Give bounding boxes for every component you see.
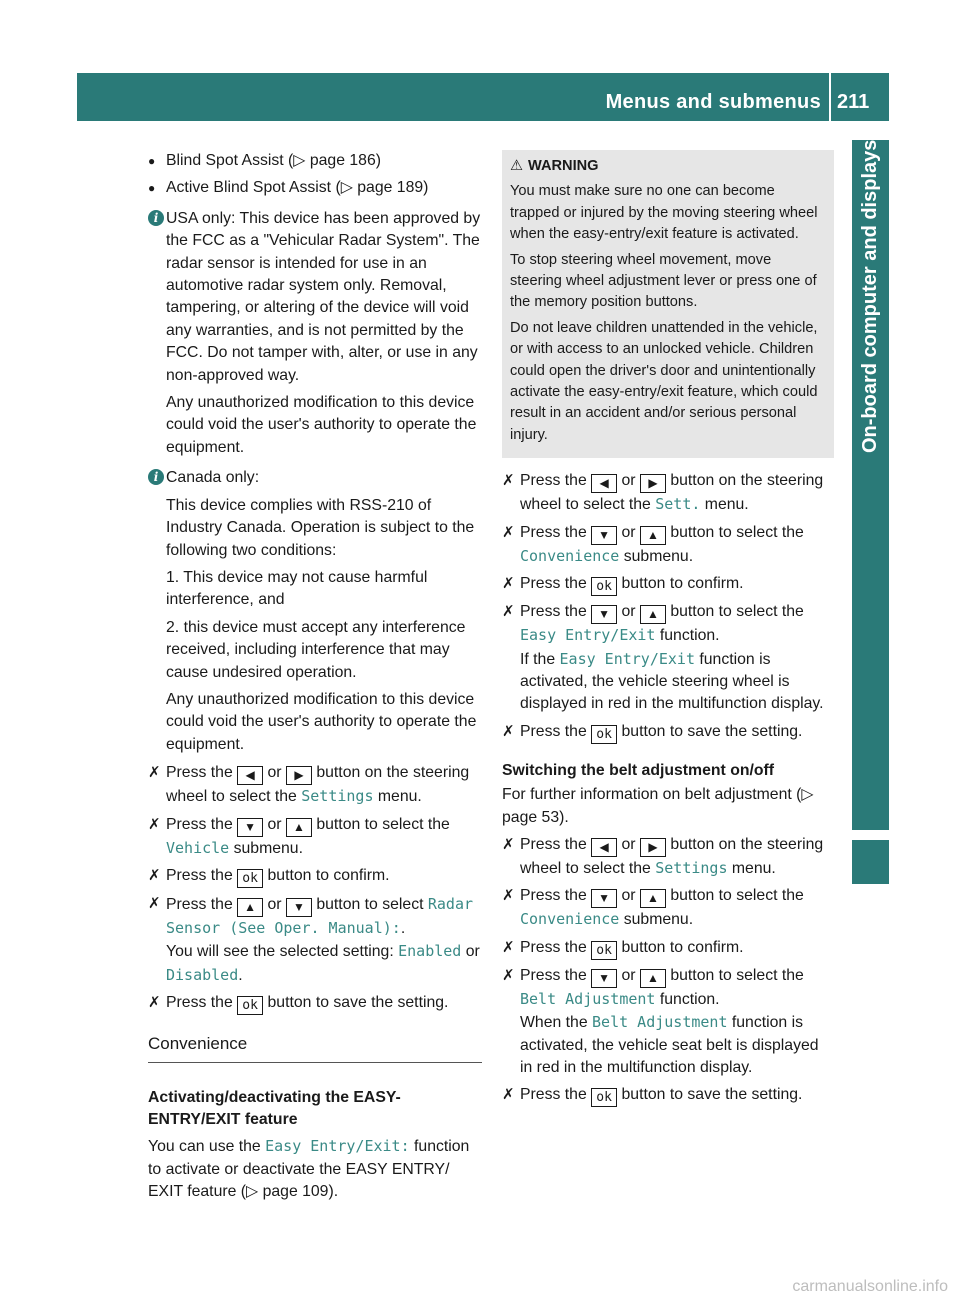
step-arrow-icon: ✗: [148, 894, 161, 912]
up-arrow-key-icon: ▲: [640, 889, 666, 908]
step-arrow-icon: ✗: [502, 722, 515, 740]
instruction-step: ✗ Press the ▼ or ▲ button to select the Belt Adjustment function. When the Belt Adjustment function is activated, the vehicle seat belt is displayed in red in the multifunction display.: [502, 966, 819, 1076]
instruction-step: ✗ Press the ▲ or ▼ button to select Radar Sensor (See Oper. Manual):. You will see the selected setting: Enabled or Disabled.: [148, 894, 480, 984]
watermark: carmanualsonline.info: [792, 1278, 948, 1295]
left-arrow-key-icon: ◀: [591, 474, 617, 493]
bullet-icon: ●: [148, 181, 156, 196]
step-arrow-icon: ✗: [502, 938, 515, 956]
left-arrow-key-icon: ◀: [591, 838, 617, 857]
list-item: [148, 177, 482, 199]
step-arrow-icon: ✗: [502, 575, 515, 593]
page-number: 211: [837, 91, 870, 113]
ok-key-icon: ok: [591, 725, 617, 744]
function-name: Radar Sensor (See Oper. Manual):: [166, 894, 474, 937]
right-arrow-key-icon: ▶: [286, 766, 312, 785]
instruction-step: ✗ Press the ok button to save the setting.: [502, 1086, 803, 1106]
header-divider: [829, 73, 831, 121]
info-text: Any unauthorized modification to this device could void the user's authority to operate the equipment.: [166, 394, 477, 456]
instruction-step: ✗ Press the ▼ or ▲ button to select the Vehicle submenu.: [148, 815, 450, 857]
info-text: USA only: This device has been approved by the FCC as a "Vehicular Radar System". The radar sensor is intended for use in an automotive radar system only. Removal, tampering, or altering of the device will void any warranties, and is not permitted by the FCC. Do not tamper with, alter, or use in any non-approved way.: [166, 209, 481, 384]
instruction-step: ✗ Press the ▼ or ▲ button to select the Convenience submenu.: [502, 523, 804, 565]
setting-value: Disabled: [166, 965, 239, 984]
instruction-step: ✗ Press the ▼ or ▲ button to select the Convenience submenu.: [502, 887, 804, 929]
menu-name: Settings: [301, 787, 374, 806]
down-arrow-key-icon: ▼: [591, 526, 617, 545]
warning-text: Do not leave children unattended in the vehicle, or with access to an unlocked vehicle. Children could open the driver's door and unintentionally activate the easy-entry/exit feature, which could result in an accident and/or serious personal injury.: [510, 319, 818, 443]
page-header: [77, 73, 889, 121]
step-arrow-icon: ✗: [502, 523, 515, 541]
step-arrow-icon: ✗: [148, 815, 161, 833]
menu-name: Sett.: [655, 495, 701, 514]
step-arrow-icon: ✗: [502, 835, 515, 853]
left-arrow-key-icon: ◀: [237, 766, 263, 785]
step-arrow-icon: ✗: [502, 887, 515, 905]
info-note-canada: [148, 467, 482, 756]
down-arrow-key-icon: ▼: [591, 969, 617, 988]
submenu-name: Vehicle: [166, 838, 230, 857]
submenu-name: Convenience: [520, 546, 620, 565]
step-arrow-icon: ✗: [148, 866, 161, 884]
function-name: Belt Adjustment: [520, 989, 656, 1008]
bullet-icon: ●: [148, 154, 156, 168]
page-title: Menus and submenus: [605, 91, 821, 113]
section-tab-label: On-board computer and displays: [859, 140, 881, 454]
section-marker: [852, 840, 889, 884]
info-icon: i: [148, 210, 164, 226]
bullet-text: Active Blind Spot Assist (▷ page 189): [166, 179, 429, 197]
step-arrow-icon: ✗: [502, 966, 515, 984]
subsection-heading: Switching the belt adjustment on/off: [502, 761, 775, 779]
subsection-heading: Activating/deactivating the EASY-ENTRY/EXIT feature: [148, 1088, 401, 1128]
down-arrow-key-icon: ▼: [591, 889, 617, 908]
right-arrow-key-icon: ▶: [640, 474, 666, 493]
right-arrow-key-icon: ▶: [640, 838, 666, 857]
function-name: Easy Entry/Exit: [520, 626, 656, 645]
info-text: 1. This device may not cause harmful interference, and: [166, 568, 428, 609]
warning-triangle-icon: ⚠: [510, 158, 524, 174]
up-arrow-key-icon: ▲: [237, 898, 263, 917]
step-arrow-icon: ✗: [148, 994, 161, 1012]
ok-key-icon: ok: [591, 577, 617, 596]
function-name: Belt Adjustment: [592, 1013, 728, 1032]
function-name: Easy Entry/Exit:: [265, 1137, 410, 1156]
warning-text: To stop steering wheel movement, move steering wheel adjustment lever or press one of the memory position buttons.: [510, 251, 817, 311]
warning-title: ⚠ WARNING: [510, 156, 826, 177]
body-paragraph: For further information on belt adjustment (▷ page 53).: [502, 786, 814, 826]
step-arrow-icon: ✗: [502, 472, 515, 490]
down-arrow-key-icon: ▼: [286, 898, 312, 917]
instruction-step: ✗ Press the ◀ or ▶ button on the steering wheel to select the Settings menu.: [148, 764, 470, 806]
ok-key-icon: ok: [237, 869, 263, 888]
bullet-text: Blind Spot Assist (▷ page 186): [166, 152, 381, 169]
info-text: Any unauthorized modification to this device could void the user's authority to operate the equipment.: [166, 690, 477, 753]
submenu-name: Convenience: [520, 910, 620, 929]
instruction-step: ✗ Press the ok button to confirm.: [148, 866, 390, 886]
menu-name: Settings: [655, 858, 728, 877]
down-arrow-key-icon: ▼: [591, 605, 617, 624]
up-arrow-key-icon: ▲: [640, 526, 666, 545]
info-text: 2. this device must accept any interference received, including interference that may cause undesired operation.: [166, 618, 466, 681]
ok-key-icon: ok: [237, 996, 263, 1015]
right-column: [502, 150, 834, 1112]
info-text: This device complies with RSS-210 of Industry Canada. Operation is subject to the following two conditions:: [166, 496, 475, 559]
warning-box: [502, 150, 834, 458]
info-text: Canada only:: [166, 469, 260, 487]
info-icon: i: [148, 469, 164, 485]
ok-key-icon: ok: [591, 941, 617, 960]
up-arrow-key-icon: ▲: [640, 605, 666, 624]
warning-text: You must make sure no one can become trapped or injured by the moving steering wheel when the easy-entry/exit feature is activated.: [510, 183, 818, 243]
instruction-step: ✗ Press the ok button to save the setting.: [148, 994, 449, 1014]
setting-value: Enabled: [398, 942, 462, 961]
function-name: Easy Entry/Exit: [559, 649, 695, 668]
step-arrow-icon: ✗: [148, 764, 161, 782]
info-note-usa: [148, 208, 482, 459]
instruction-step: ✗ Press the ◀ or ▶ button on the steering wheel to select the Settings menu.: [502, 835, 824, 877]
instruction-step: ✗ Press the ok button to save the setting.: [502, 722, 803, 742]
instruction-step: ✗ Press the ok button to confirm.: [502, 938, 744, 958]
section-heading: Convenience: [148, 1033, 482, 1062]
left-column: [148, 150, 482, 1209]
body-paragraph: You can use the Easy Entry/Exit: function to activate or deactivate the EASY ENTRY/ EXIT feature (▷ page 109).: [148, 1137, 470, 1201]
down-arrow-key-icon: ▼: [237, 818, 263, 837]
step-arrow-icon: ✗: [502, 603, 515, 621]
instruction-step: ✗ Press the ok button to confirm.: [502, 575, 744, 595]
up-arrow-key-icon: ▲: [286, 818, 312, 837]
up-arrow-key-icon: ▲: [640, 969, 666, 988]
list-item: [148, 150, 482, 172]
ok-key-icon: ok: [591, 1088, 617, 1107]
instruction-step: ✗ Press the ◀ or ▶ button on the steering wheel to select the Sett. menu.: [502, 472, 824, 514]
instruction-step: ✗ Press the ▼ or ▲ button to select the Easy Entry/Exit function. If the Easy Entry/Exit function is activated, the vehicle steering wheel is displayed in red in the multifunction display.: [502, 603, 824, 713]
step-arrow-icon: ✗: [502, 1086, 515, 1104]
